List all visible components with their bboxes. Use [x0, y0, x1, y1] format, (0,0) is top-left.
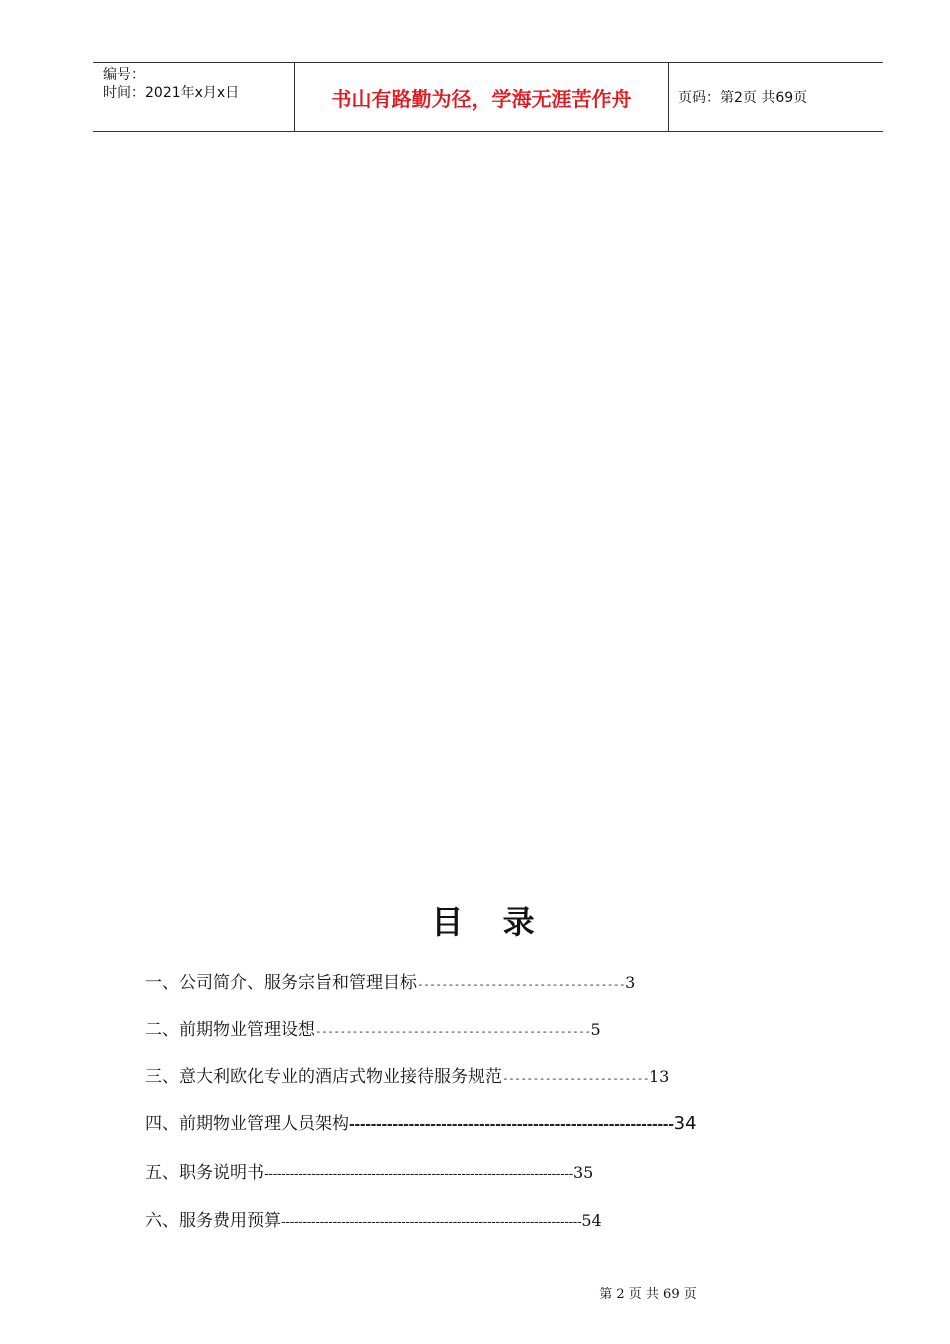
document-time: 时间：2021年x月x日: [103, 85, 240, 101]
toc-entry-label: 四、前期物业管理人员架构: [145, 1114, 349, 1134]
toc-entry-page: 54: [581, 1211, 602, 1230]
toc-entry-leader: ----------------------------------------------------------------------: [281, 1215, 582, 1230]
toc-entry-label: 二、前期物业管理设想: [145, 1020, 315, 1040]
toc-entry-leader: ----------------------------------: [417, 978, 626, 991]
toc-entry-leader: ------------------------: [502, 1072, 649, 1085]
toc-entry-label: 六、服务费用预算: [145, 1211, 281, 1231]
toc-entry[interactable]: [145, 1066, 669, 1090]
header-meta-cell: [93, 63, 294, 131]
page-footer: 第 2 页 共 69 页: [599, 1287, 697, 1302]
header-page-cell: [668, 63, 883, 131]
toc-entry[interactable]: [145, 1019, 601, 1043]
toc-entry-page: 5: [590, 1020, 601, 1039]
toc-entry-label: 一、公司简介、服务宗旨和管理目标: [145, 973, 417, 993]
toc-title: 目 录: [431, 903, 549, 941]
header-page-code: 页码：第2页 共69页: [678, 90, 808, 106]
toc-entry[interactable]: [145, 972, 635, 996]
toc-entry-page: 3: [625, 973, 636, 992]
header-motto-cell: [294, 63, 669, 131]
toc-entry-leader: ------------------------------------------------------------: [349, 1117, 674, 1133]
toc-entry-page: 13: [648, 1067, 670, 1086]
page-header: [93, 62, 883, 132]
toc-entry[interactable]: [145, 1162, 593, 1186]
toc-entry[interactable]: [145, 1210, 602, 1234]
toc-entry-leader: ------------------------------------------------------------------------: [264, 1167, 573, 1182]
toc-entry-label: 五、职务说明书: [145, 1163, 264, 1183]
toc-entry-leader: ---------------------------------------------: [315, 1025, 591, 1038]
toc-entry-label: 三、意大利欧化专业的酒店式物业接待服务规范: [145, 1067, 502, 1087]
toc-entry[interactable]: [145, 1113, 697, 1136]
toc-entry-page: 35: [572, 1163, 594, 1182]
toc-entry-page: 34: [673, 1113, 697, 1134]
header-motto: 书山有路勤为径，学海无涯苦作舟: [331, 87, 632, 111]
document-number: 编号：: [103, 67, 145, 83]
